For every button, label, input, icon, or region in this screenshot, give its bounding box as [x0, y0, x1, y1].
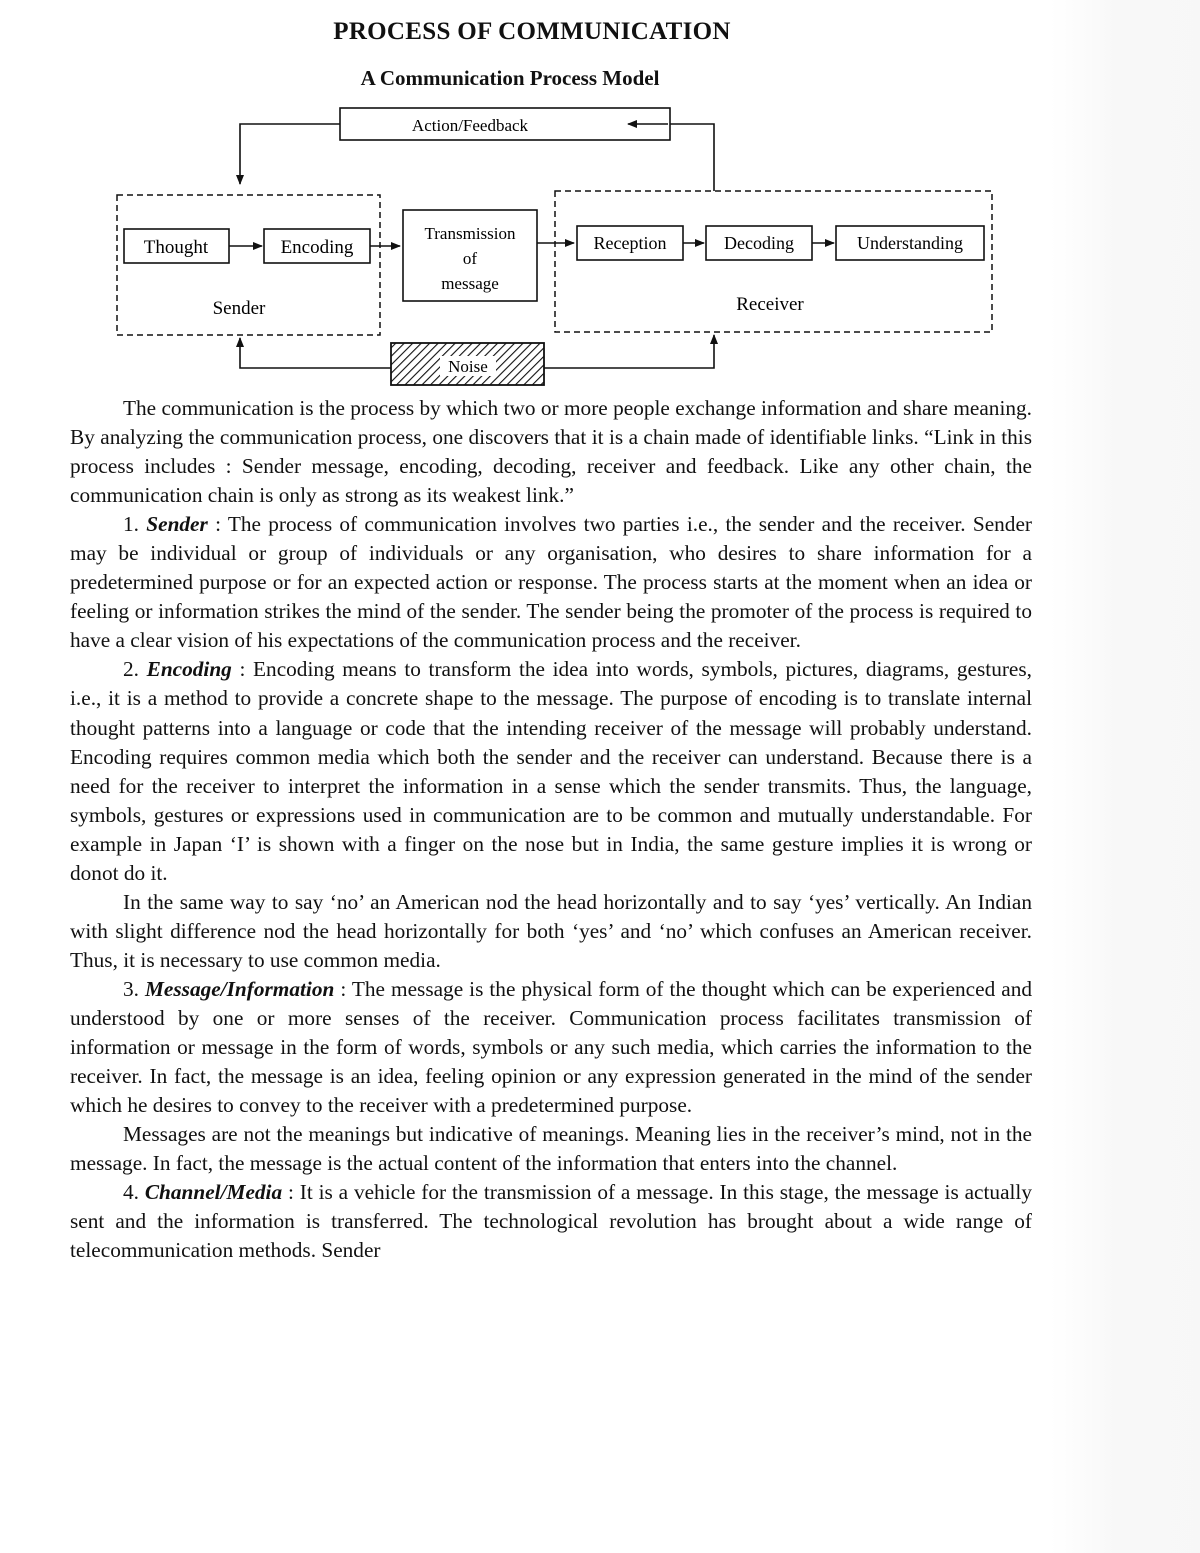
channel-text: : It is a vehicle for the transmission of a message. In this stage, the message is actually sent and the information is transferred. The technological revolution has brought about a wide range of telecommunication methods. Sender — [70, 1180, 1033, 1263]
thought-label: Thought — [143, 237, 209, 258]
channel-paragraph — [70, 1178, 1032, 1265]
noise-arrow-to-sender — [240, 338, 391, 368]
message-heading: Message/Information — [145, 976, 335, 1001]
noise-label: Noise — [448, 357, 488, 376]
decoding-label: Decoding — [724, 233, 794, 253]
understanding-label: Understanding — [857, 233, 963, 253]
communication-process-diagram — [0, 0, 1200, 400]
feedback-label: Action/Feedback — [411, 116, 529, 135]
encoding-paragraph — [70, 655, 1032, 887]
transmission-label-line1: Transmission — [424, 224, 516, 243]
reception-label: Reception — [593, 233, 667, 253]
transmission-label-line2: of — [462, 249, 478, 268]
encoding-label: Encoding — [280, 237, 354, 258]
feedback-arrow-down-sender — [240, 124, 340, 184]
sender-text: : The process of communication involves two parties i.e., the sender and the receiver. Sender may be individual or group of individuals or any organisation, who desires to share information for a predetermined purpose or for an expected action or response. The process starts at the moment when an idea or feeling or information strikes the mind of the sender. The sender being the promoter of the process is required to have a clear vision of his expectations of the communication process and the receiver. — [70, 512, 1032, 653]
encoding-text: : Encoding means to transform the idea into words, symbols, pictures, diagrams, gestures, i.e., it is a method to provide a concrete shape to the message. The purpose of encoding is to translate internal thought patterns into a language or code that the intending receiver of the message will probably understand. Encoding requires common media which both the sender and the receiver can understand. Because there is a need for the receiver to interpret the information in a sense which the sender transmits. Thus, the language, symbols, gestures or expressions used in communication are to be common and mutually understandable. For example in Japan ‘I’ is shown with a finger on the nose but in India, the same gesture implies it is wrong or donot do it. — [70, 657, 1032, 885]
message-text: : The message is the physical form of the thought which can be experienced and understood by one or more senses of the receiver. Communication process facilitates transmission of information or message in the form of words, symbols or any such media, which carries the information to the receiver. In fact, the message is an idea, feeling opinion or any expression generated in the mind of the sender which he desires to convey to the receiver with a predetermined purpose. — [70, 976, 1032, 1118]
body-text — [70, 394, 1032, 1265]
intro-paragraph: The communication is the process by which two or more people exchange information and share meaning. By analyzing the communication process, one discovers that it is a chain made of identifiable links. “Link in this process includes : Sender message, encoding, decoding, receiver and feedback. Like any other chain, the communication chain is only as strong as its weakest link.” — [70, 396, 1032, 508]
channel-number: 4. — [123, 1180, 139, 1205]
message-paragraph — [70, 975, 1032, 1120]
page-title: PROCESS OF COMMUNICATION — [333, 18, 731, 45]
nod-paragraph: In the same way to say ‘no’ an American nod the head horizontally and to say ‘yes’ vertically. An Indian with slight difference nod the head horizontally for both ‘yes’ and ‘no’ which confuses an American receiver. Thus, it is necessary to use common media. — [70, 889, 1032, 972]
channel-heading: Channel/Media — [144, 1180, 283, 1205]
meanings-paragraph: Messages are not the meanings but indicative of meanings. Meaning lies in the receiver’s mind, not in the message. In fact, the message is the actual content of the information that enters into the channel. — [70, 1122, 1032, 1176]
message-number: 3. — [123, 976, 139, 1001]
diagram-subtitle: A Communication Process Model — [360, 66, 660, 90]
transmission-label-line3: message — [441, 274, 499, 293]
encoding-heading: Encoding — [146, 657, 232, 682]
sender-label: Sender — [212, 298, 266, 319]
feedback-line-right — [670, 124, 714, 191]
sender-paragraph — [70, 510, 1032, 655]
receiver-label: Receiver — [736, 294, 804, 315]
sender-heading: Sender — [146, 512, 208, 537]
encoding-number: 2. — [123, 657, 139, 682]
sender-number: 1. — [123, 512, 139, 537]
noise-arrow-to-receiver — [544, 335, 714, 368]
